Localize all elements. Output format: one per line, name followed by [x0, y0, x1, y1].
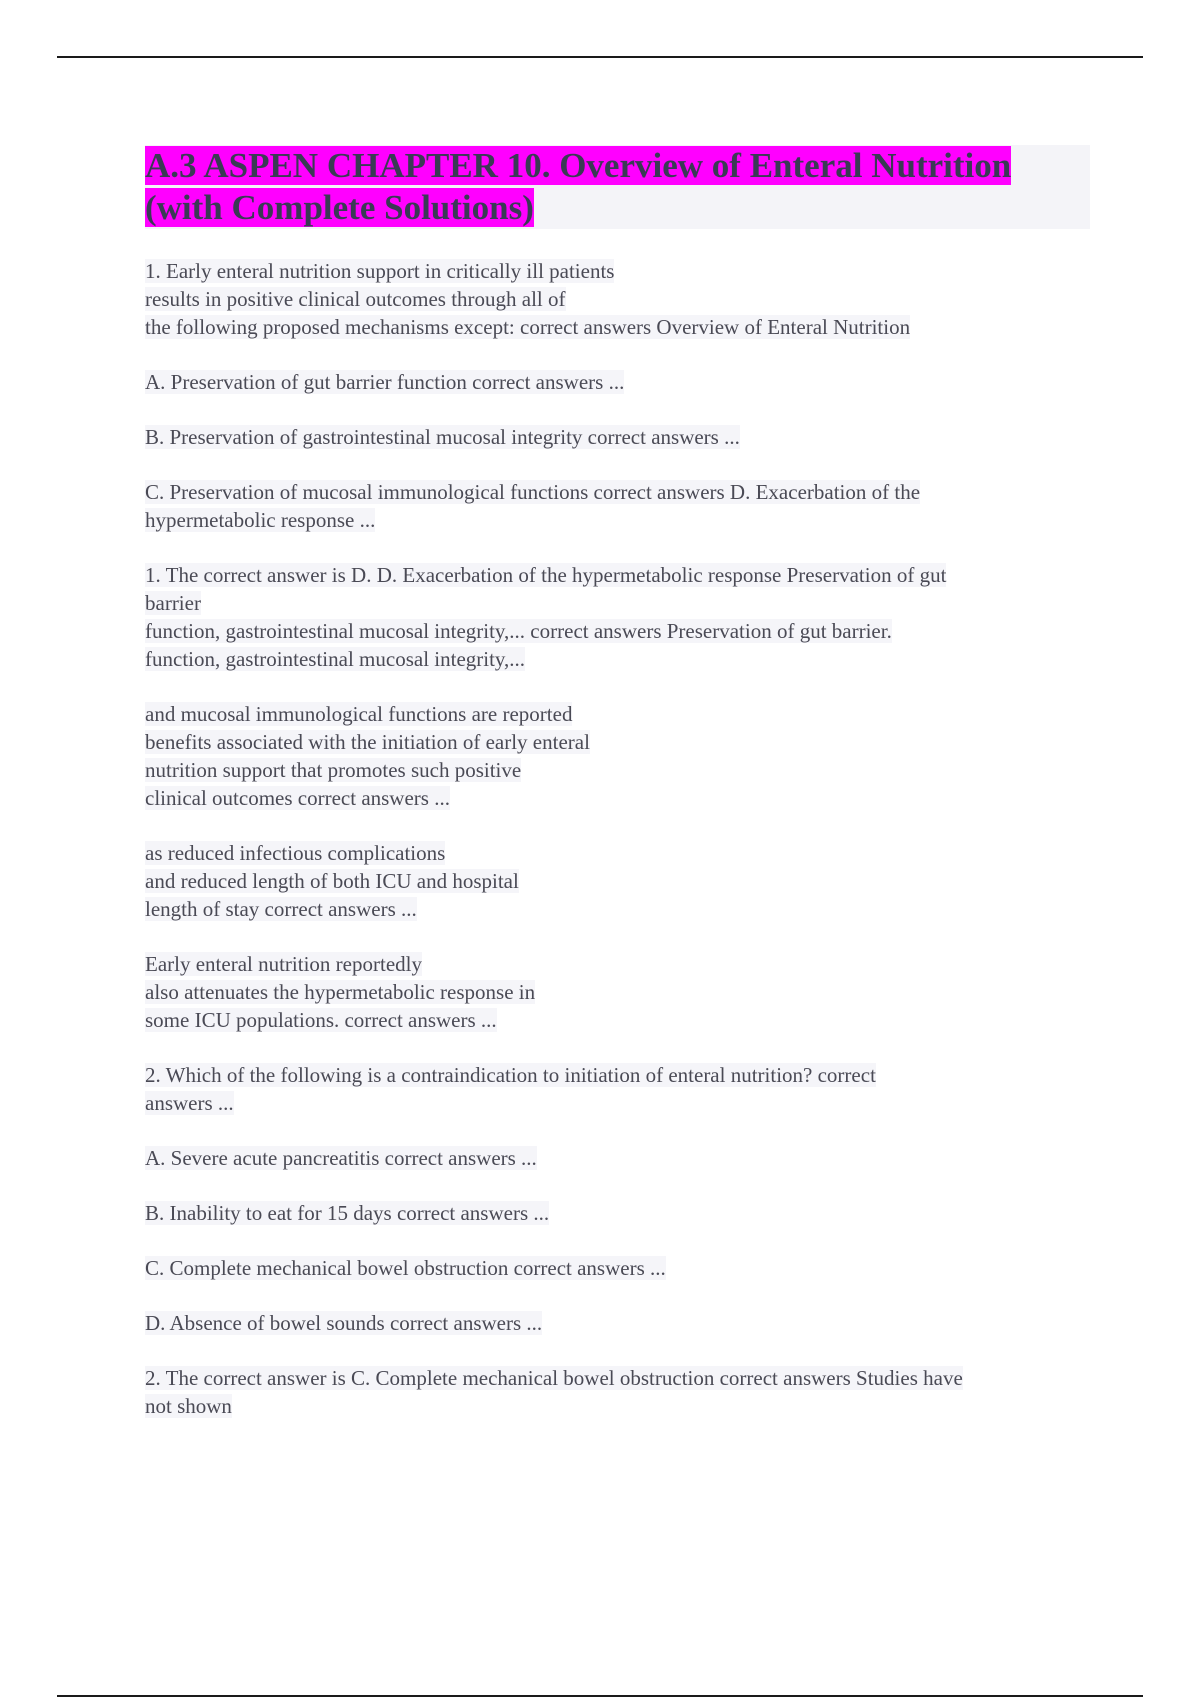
paragraph-line [145, 645, 1090, 673]
paragraph-text: and mucosal immunological functions are reported [145, 702, 573, 726]
paragraph-line [145, 617, 1090, 645]
title-line-2: (with Complete Solutions) [145, 188, 534, 227]
title-block [145, 145, 1090, 229]
paragraph-line [145, 1006, 1090, 1034]
document-title [145, 145, 1090, 229]
paragraph-text: A. Severe acute pancreatitis correct answers ... [145, 1146, 537, 1170]
top-rule [57, 56, 1143, 58]
paragraph [145, 478, 1090, 534]
paragraph-line [145, 784, 1090, 812]
paragraph-line [145, 1364, 1090, 1392]
paragraph-line [145, 561, 1090, 589]
paragraph-line [145, 423, 1090, 451]
paragraph [145, 257, 1090, 341]
paragraph-line [145, 895, 1090, 923]
paragraph-text: function, gastrointestinal mucosal integrity,... [145, 647, 526, 671]
paragraph [145, 839, 1090, 923]
paragraph-line [145, 313, 1090, 341]
paragraph-line [145, 1061, 1090, 1089]
paragraph-text: also attenuates the hypermetabolic response in [145, 980, 536, 1004]
paragraph-line [145, 257, 1090, 285]
paragraph-text: 1. Early enteral nutrition support in critically ill patients [145, 259, 615, 283]
paragraph-text: C. Complete mechanical bowel obstruction correct answers ... [145, 1256, 666, 1280]
paragraph-line [145, 1089, 1090, 1117]
paragraph [145, 561, 1090, 673]
paragraph-line [145, 839, 1090, 867]
paragraph-text: answers ... [145, 1091, 234, 1115]
paragraph-line [145, 368, 1090, 396]
paragraph-text: not shown [145, 1394, 232, 1418]
bottom-rule [57, 1695, 1143, 1697]
paragraph [145, 1061, 1090, 1117]
paragraph [145, 1254, 1090, 1282]
paragraph [145, 1199, 1090, 1227]
paragraph-line [145, 728, 1090, 756]
title-line-1: A.3 ASPEN CHAPTER 10. Overview of Enteral Nutrition [145, 146, 1012, 185]
paragraph-text: Early enteral nutrition reportedly [145, 952, 422, 976]
paragraph-text: some ICU populations. correct answers ... [145, 1008, 497, 1032]
paragraph [145, 1364, 1090, 1420]
paragraph-text: length of stay correct answers ... [145, 897, 417, 921]
paragraph-text: benefits associated with the initiation of early enteral [145, 730, 590, 754]
paragraph-text: as reduced infectious complications [145, 841, 446, 865]
paragraph-text: nutrition support that promotes such positive [145, 758, 522, 782]
paragraph-line [145, 1392, 1090, 1420]
paragraph-text: and reduced length of both ICU and hospital [145, 869, 519, 893]
paragraph-text: A. Preservation of gut barrier function correct answers ... [145, 370, 625, 394]
paragraph-text: D. Absence of bowel sounds correct answers ... [145, 1311, 543, 1335]
paragraph [145, 368, 1090, 396]
paragraph-line [145, 1309, 1090, 1337]
paragraph-text: function, gastrointestinal mucosal integrity,... correct answers Preservation of gut barrier. [145, 619, 892, 643]
paragraph-line [145, 506, 1090, 534]
paragraph-text: C. Preservation of mucosal immunological functions correct answers D. Exacerbation of the [145, 480, 921, 504]
paragraph-line [145, 1199, 1090, 1227]
paragraph [145, 950, 1090, 1034]
paragraph-line [145, 756, 1090, 784]
paragraph-text: 2. Which of the following is a contraindication to initiation of enteral nutrition? correct [145, 1063, 876, 1087]
paragraph-text: results in positive clinical outcomes through all of [145, 287, 566, 311]
paragraph-line [145, 950, 1090, 978]
paragraph [145, 1309, 1090, 1337]
paragraph-text: hypermetabolic response ... [145, 508, 376, 532]
paragraph-line [145, 589, 1090, 617]
paragraph-text: 2. The correct answer is C. Complete mechanical bowel obstruction correct answers Studies have [145, 1366, 963, 1390]
paragraph-line [145, 700, 1090, 728]
paragraph-line [145, 867, 1090, 895]
paragraph-line [145, 478, 1090, 506]
paragraph-text: B. Preservation of gastrointestinal mucosal integrity correct answers ... [145, 425, 740, 449]
paragraph-text: B. Inability to eat for 15 days correct answers ... [145, 1201, 550, 1225]
paragraph-text: 1. The correct answer is D. D. Exacerbation of the hypermetabolic response Preservation of gut [145, 563, 947, 587]
paragraph-line [145, 1144, 1090, 1172]
paragraph [145, 700, 1090, 812]
paragraph-text: the following proposed mechanisms except: correct answers Overview of Enteral Nutrition [145, 315, 911, 339]
question-list [145, 257, 1090, 1420]
paragraph-line [145, 978, 1090, 1006]
paragraph-text: clinical outcomes correct answers ... [145, 786, 450, 810]
paragraph-text: barrier [145, 591, 201, 615]
paragraph-line [145, 285, 1090, 313]
paragraph [145, 423, 1090, 451]
document-body [145, 145, 1090, 1447]
paragraph [145, 1144, 1090, 1172]
paragraph-line [145, 1254, 1090, 1282]
